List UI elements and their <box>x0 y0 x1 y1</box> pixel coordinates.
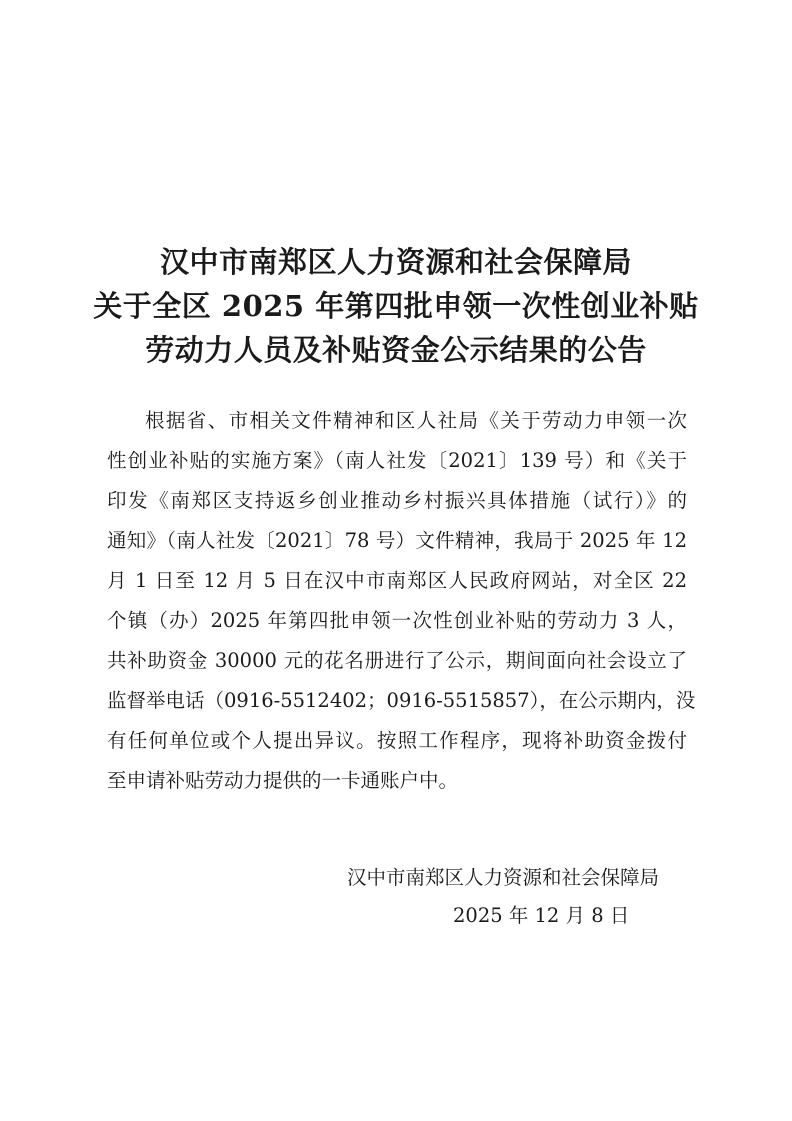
signature-date: 2025 年 12 月 8 日 <box>453 904 630 927</box>
title-line-1: 汉中市南郑区人力资源和社会保障局 <box>159 245 632 279</box>
body-line-7: 共补助资金 30000 元的花名册进行了公示，期间面向社会设立了 <box>107 649 687 672</box>
body-line-8: 监督举电话（0916-5512402；0916-5515857），在公示期内，没 <box>107 689 696 712</box>
body-line-4: 通知》（南人社发〔2021〕78 号）文件精神，我局于 2025 年 12 <box>107 529 687 552</box>
body-line-10: 至申请补贴劳动力提供的一卡通账户中。 <box>107 769 459 792</box>
title-line-2: 关于全区 2025 年第四批申领一次性创业补贴 <box>93 289 699 323</box>
body-line-1: 根据省、市相关文件精神和区人社局《关于劳动力申领一次 <box>145 409 687 432</box>
signature-organization: 汉中市南郑区人力资源和社会保障局 <box>347 866 660 889</box>
body-line-5: 月 1 日至 12 月 5 日在汉中市南郑区人民政府网站，对全区 22 <box>107 569 687 592</box>
body-line-3: 印发《南郑区支持返乡创业推动乡村振兴具体措施（试行）》的 <box>107 489 687 512</box>
body-line-2: 性创业补贴的实施方案》（南人社发〔2021〕139 号）和《关于 <box>107 449 687 472</box>
body-line-9: 有任何单位或个人提出异议。按照工作程序，现将补助资金拨付 <box>107 729 687 752</box>
body-line-6: 个镇（办）2025 年第四批申领一次性创业补贴的劳动力 3 人， <box>107 609 687 632</box>
title-line-3: 劳动力人员及补贴资金公示结果的公告 <box>145 333 647 367</box>
